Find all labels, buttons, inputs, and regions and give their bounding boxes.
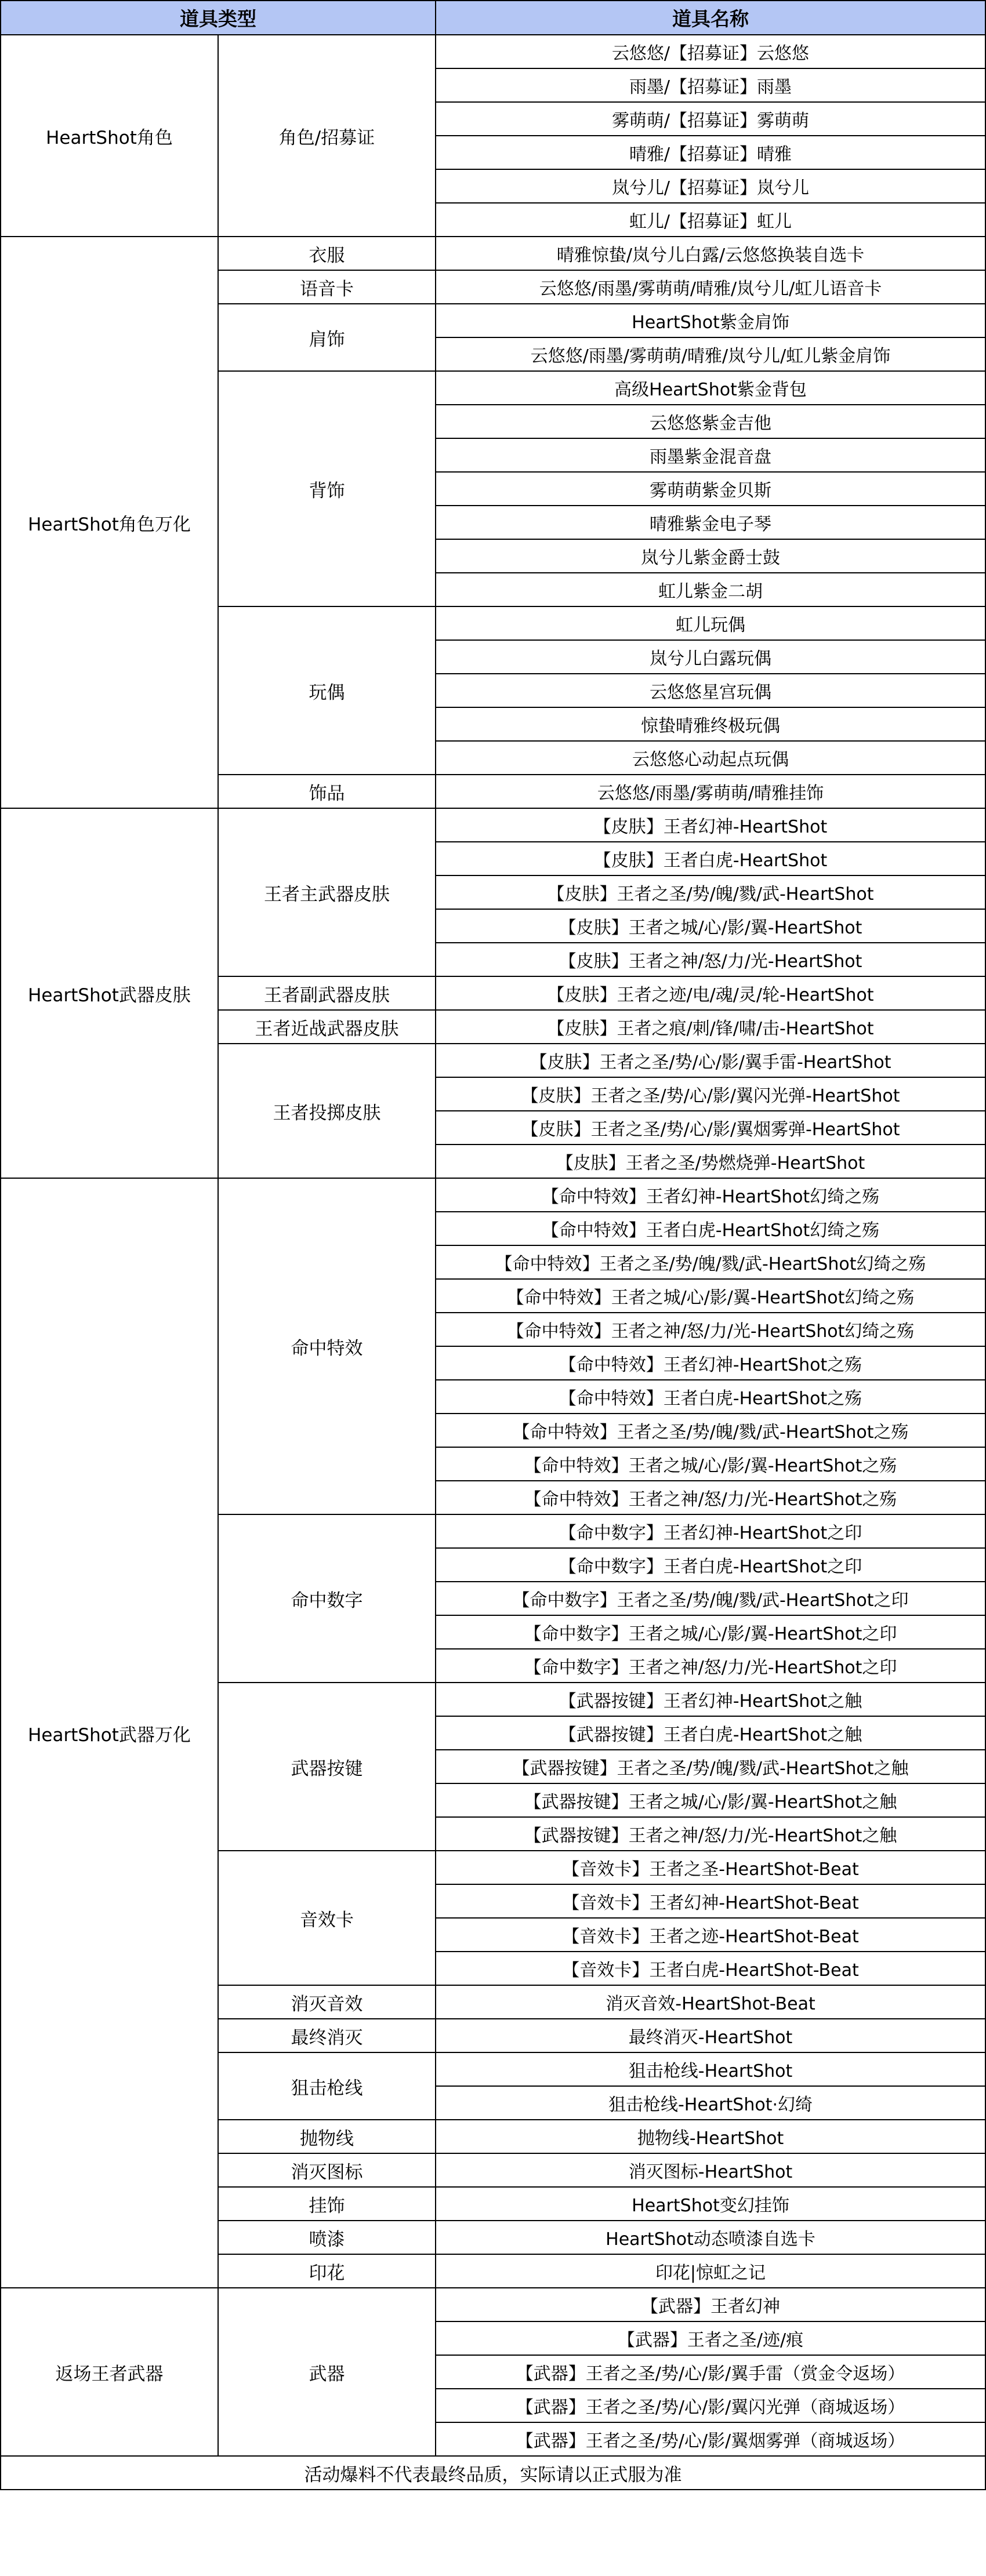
- item-name-cell: 【命中数字】王者之城/心/影/翼-HeartShot之印: [436, 1615, 985, 1649]
- header-item-type: 道具类型: [1, 1, 436, 35]
- header-row: [1, 1, 985, 35]
- type-cell: 印花: [218, 2254, 436, 2288]
- item-name-cell: 【武器按键】王者白虎-HeartShot之触: [436, 1716, 985, 1750]
- table-row: [1, 35, 985, 68]
- item-name-cell: 狙击枪线-HeartShot: [436, 2052, 985, 2086]
- item-name-cell: 云悠悠心动起点玩偶: [436, 741, 985, 775]
- type-cell: 挂饰: [218, 2187, 436, 2221]
- category-cell: HeartShot武器皮肤: [1, 808, 218, 1178]
- item-name-cell: 【音效卡】王者之圣-HeartShot-Beat: [436, 1851, 985, 1884]
- table-body: [1, 35, 985, 2456]
- type-cell: 角色/招募证: [218, 35, 436, 237]
- item-name-cell: 虹儿紫金二胡: [436, 573, 985, 606]
- item-name-cell: HeartShot动态喷漆自选卡: [436, 2221, 985, 2254]
- item-name-cell: 抛物线-HeartShot: [436, 2120, 985, 2153]
- type-cell: 命中特效: [218, 1178, 436, 1514]
- item-name-cell: 【武器按键】王者之城/心/影/翼-HeartShot之触: [436, 1783, 985, 1817]
- item-name-cell: 【皮肤】王者之城/心/影/翼-HeartShot: [436, 909, 985, 943]
- item-name-cell: 【皮肤】王者之圣/势/心/影/翼闪光弹-HeartShot: [436, 1077, 985, 1111]
- item-name-cell: 【皮肤】王者白虎-HeartShot: [436, 842, 985, 875]
- type-cell: 王者近战武器皮肤: [218, 1010, 436, 1044]
- item-name-cell: 虹儿/【招募证】虹儿: [436, 203, 985, 237]
- item-name-cell: 【武器】王者之圣/迹/痕: [436, 2321, 985, 2355]
- item-name-cell: 消灭音效-HeartShot-Beat: [436, 1985, 985, 2019]
- item-name-cell: 雨墨/【招募证】雨墨: [436, 68, 985, 102]
- item-name-cell: 岚兮儿/【招募证】岚兮儿: [436, 169, 985, 203]
- item-name-cell: 【命中特效】王者之神/怒/力/光-HeartShot幻绮之殇: [436, 1313, 985, 1346]
- item-name-cell: 【命中特效】王者白虎-HeartShot幻绮之殇: [436, 1212, 985, 1245]
- table-row: [1, 2288, 985, 2321]
- type-cell: 王者主武器皮肤: [218, 808, 436, 976]
- category-cell: HeartShot角色: [1, 35, 218, 237]
- item-name-cell: 【武器】王者之圣/势/心/影/翼手雷（赏金令返场）: [436, 2355, 985, 2389]
- table-row: [1, 808, 985, 842]
- item-name-cell: 【武器按键】王者幻神-HeartShot之触: [436, 1683, 985, 1716]
- item-name-cell: 【音效卡】王者之迹-HeartShot-Beat: [436, 1918, 985, 1952]
- type-cell: 命中数字: [218, 1514, 436, 1683]
- type-cell: 狙击枪线: [218, 2052, 436, 2120]
- category-cell: HeartShot武器万化: [1, 1178, 218, 2288]
- type-cell: 衣服: [218, 237, 436, 270]
- item-name-cell: HeartShot变幻挂饰: [436, 2187, 985, 2221]
- item-name-cell: 雨墨紫金混音盘: [436, 438, 985, 472]
- footer-row: [1, 2456, 985, 2490]
- type-cell: 最终消灭: [218, 2019, 436, 2052]
- type-cell: 王者副武器皮肤: [218, 976, 436, 1010]
- type-cell: 玩偶: [218, 606, 436, 775]
- item-name-cell: 最终消灭-HeartShot: [436, 2019, 985, 2052]
- type-cell: 肩饰: [218, 304, 436, 371]
- item-name-cell: 云悠悠/雨墨/雾萌萌/晴雅/岚兮儿/虹儿紫金肩饰: [436, 337, 985, 371]
- item-name-cell: 【命中数字】王者之圣/势/魄/戮/武-HeartShot之印: [436, 1582, 985, 1615]
- type-cell: 消灭音效: [218, 1985, 436, 2019]
- item-name-cell: 岚兮儿紫金爵士鼓: [436, 539, 985, 573]
- type-cell: 音效卡: [218, 1851, 436, 1985]
- item-name-cell: 云悠悠星宫玩偶: [436, 674, 985, 707]
- item-name-cell: 【音效卡】王者幻神-HeartShot-Beat: [436, 1884, 985, 1918]
- item-name-cell: 【武器】王者幻神: [436, 2288, 985, 2321]
- item-name-cell: 晴雅紫金电子琴: [436, 506, 985, 539]
- item-name-cell: 【皮肤】王者之圣/势/魄/戮/武-HeartShot: [436, 875, 985, 909]
- item-name-cell: 云悠悠紫金吉他: [436, 405, 985, 438]
- item-name-cell: 云悠悠/【招募证】云悠悠: [436, 35, 985, 68]
- type-cell: 喷漆: [218, 2221, 436, 2254]
- type-cell: 语音卡: [218, 270, 436, 304]
- item-name-cell: 狙击枪线-HeartShot·幻绮: [436, 2086, 985, 2120]
- type-cell: 王者投掷皮肤: [218, 1044, 436, 1178]
- type-cell: 抛物线: [218, 2120, 436, 2153]
- footer-note: 活动爆料不代表最终品质，实际请以正式服为准: [1, 2456, 985, 2490]
- item-name-cell: 晴雅/【招募证】晴雅: [436, 136, 985, 169]
- item-name-cell: 【皮肤】王者之圣/势/心/影/翼手雷-HeartShot: [436, 1044, 985, 1077]
- item-name-cell: 【音效卡】王者白虎-HeartShot-Beat: [436, 1952, 985, 1985]
- item-name-cell: 【命中特效】王者之圣/势/魄/戮/武-HeartShot幻绮之殇: [436, 1245, 985, 1279]
- item-name-cell: 【皮肤】王者之圣/势燃烧弹-HeartShot: [436, 1145, 985, 1178]
- item-name-cell: 消灭图标-HeartShot: [436, 2153, 985, 2187]
- item-name-cell: 【命中特效】王者之城/心/影/翼-HeartShot幻绮之殇: [436, 1279, 985, 1313]
- item-name-cell: 惊蛰晴雅终极玩偶: [436, 707, 985, 741]
- item-name-cell: HeartShot紫金肩饰: [436, 304, 985, 337]
- item-name-cell: 【命中数字】王者幻神-HeartShot之印: [436, 1514, 985, 1548]
- item-name-cell: 【命中特效】王者白虎-HeartShot之殇: [436, 1380, 985, 1414]
- item-name-cell: 【皮肤】王者之神/怒/力/光-HeartShot: [436, 943, 985, 976]
- type-cell: 武器按键: [218, 1683, 436, 1851]
- item-name-cell: 雾萌萌/【招募证】雾萌萌: [436, 102, 985, 136]
- category-cell: HeartShot角色万化: [1, 237, 218, 808]
- item-name-cell: 【武器按键】王者之圣/势/魄/戮/武-HeartShot之触: [436, 1750, 985, 1783]
- category-cell: 返场王者武器: [1, 2288, 218, 2456]
- item-name-cell: 虹儿玩偶: [436, 606, 985, 640]
- item-name-cell: 雾萌萌紫金贝斯: [436, 472, 985, 506]
- item-name-cell: 【皮肤】王者幻神-HeartShot: [436, 808, 985, 842]
- item-name-cell: 【命中特效】王者之神/怒/力/光-HeartShot之殇: [436, 1481, 985, 1514]
- item-name-cell: 岚兮儿白露玩偶: [436, 640, 985, 674]
- item-name-cell: 云悠悠/雨墨/雾萌萌/晴雅挂饰: [436, 775, 985, 808]
- item-name-cell: 印花|惊虹之记: [436, 2254, 985, 2288]
- item-name-cell: 【命中数字】王者白虎-HeartShot之印: [436, 1548, 985, 1582]
- item-name-cell: 【武器】王者之圣/势/心/影/翼闪光弹（商城返场）: [436, 2389, 985, 2422]
- item-name-cell: 高级HeartShot紫金背包: [436, 371, 985, 405]
- type-cell: 消灭图标: [218, 2153, 436, 2187]
- header-item-name: 道具名称: [436, 1, 985, 35]
- item-name-cell: 晴雅惊蛰/岚兮儿白露/云悠悠换装自选卡: [436, 237, 985, 270]
- item-name-cell: 云悠悠/雨墨/雾萌萌/晴雅/岚兮儿/虹儿语音卡: [436, 270, 985, 304]
- item-name-cell: 【命中特效】王者幻神-HeartShot之殇: [436, 1346, 985, 1380]
- table-row: [1, 237, 985, 270]
- item-name-cell: 【武器按键】王者之神/怒/力/光-HeartShot之触: [436, 1817, 985, 1851]
- item-name-cell: 【皮肤】王者之痕/刺/锋/啸/击-HeartShot: [436, 1010, 985, 1044]
- type-cell: 背饰: [218, 371, 436, 606]
- item-name-cell: 【武器】王者之圣/势/心/影/翼烟雾弹（商城返场）: [436, 2422, 985, 2456]
- table-row: [1, 1178, 985, 1212]
- type-cell: 武器: [218, 2288, 436, 2456]
- type-cell: 饰品: [218, 775, 436, 808]
- item-name-cell: 【皮肤】王者之圣/势/心/影/翼烟雾弹-HeartShot: [436, 1111, 985, 1145]
- item-name-cell: 【命中数字】王者之神/怒/力/光-HeartShot之印: [436, 1649, 985, 1683]
- item-name-cell: 【命中特效】王者之圣/势/魄/戮/武-HeartShot之殇: [436, 1414, 985, 1447]
- item-name-cell: 【皮肤】王者之迹/电/魂/灵/轮-HeartShot: [436, 976, 985, 1010]
- item-name-cell: 【命中特效】王者幻神-HeartShot幻绮之殇: [436, 1178, 985, 1212]
- item-name-cell: 【命中特效】王者之城/心/影/翼-HeartShot之殇: [436, 1447, 985, 1481]
